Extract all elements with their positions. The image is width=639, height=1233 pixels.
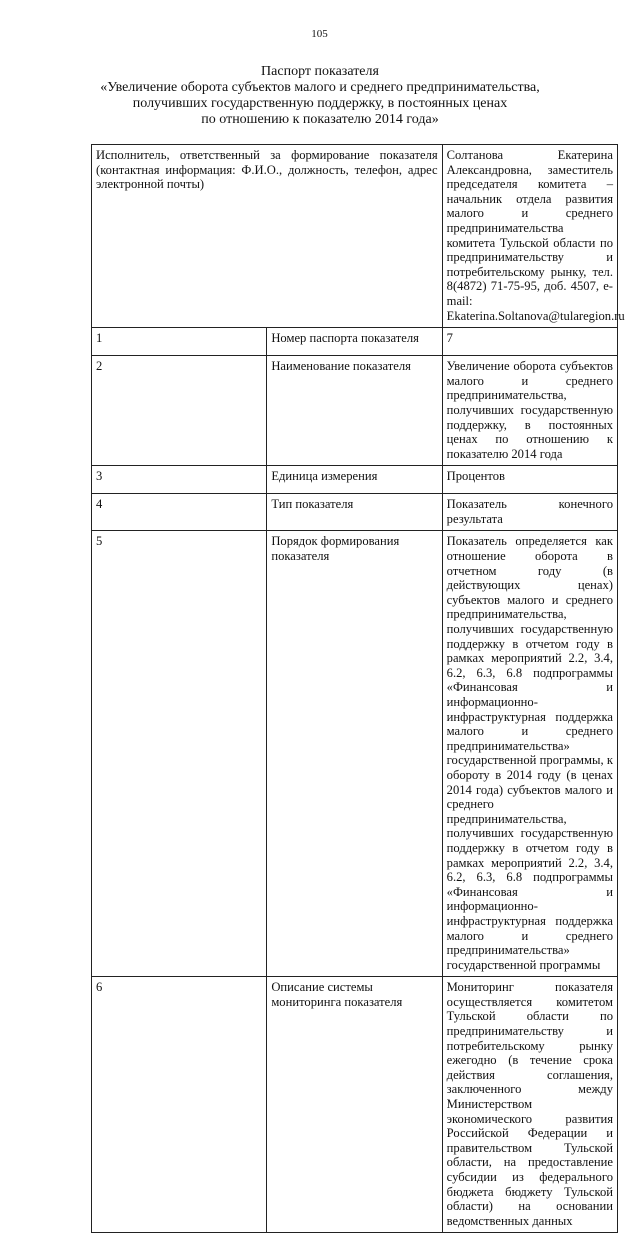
row-label: Описание системы мониторинга показателя [267, 977, 442, 1233]
row-value: Показатель определяется как отношение оборота в отчетном году (в действующих ценах) субъектов малого и среднего предпринимательства, получивших государственную поддержку в отчетом году в рамках мероприятий 2.2, 3.4, 6.2, 6.3, 6.8 подпрограммы «Финансовая и информационно-инфраструктурная поддержка малого и среднего предпринимательства» государственной программы, к обороту в 2014 году (в ценах 2014 года) субъектов малого и среднего предпринимательства, получивших государственную поддержку в отчетом году в рамках мероприятий 2.2, 3.4, 6.2, 6.3, 6.8 подпрограммы «Финансовая и информационно-инфраструктурная поддержка малого и среднего предпринимательства» государственной программы [442, 531, 617, 977]
title-line-3: получивших государственную поддержку, в постоянных ценах [132, 96, 508, 111]
row-label: Номер паспорта показателя [267, 328, 442, 356]
table-row [92, 977, 618, 1233]
title-line-2: «Увеличение оборота субъектов малого и среднего предпринимательства, [100, 80, 540, 95]
row-value: Увеличение оборота субъектов малого и среднего предпринимательства, получивших государственную поддержку, в постоянных ценах по отношению к показателю 2014 года [442, 356, 617, 466]
row-number: 5 [92, 531, 267, 977]
page-number: 105 [311, 28, 328, 40]
table-row [92, 466, 618, 494]
table-row [92, 328, 618, 356]
row-number: 4 [92, 494, 267, 531]
row-label: Порядок формирования показателя [267, 531, 442, 977]
row-value: 7 [442, 328, 617, 356]
passport-table [91, 144, 625, 1233]
row-label: Наименование показателя [267, 356, 442, 466]
table-row [92, 494, 618, 531]
table-row [92, 531, 618, 977]
row-number: 1 [92, 328, 267, 356]
executor-row [92, 145, 618, 328]
executor-value: Солтанова Екатерина Александровна, заместитель председателя комитета – начальник отдела развития малого и среднего предпринимательства комитета Тульской области по предпринимательству и потребительскому рынку, тел. 8(4872) 71-75-95, доб. 4507, e-mail: Ekaterina.Soltanova@tularegion.ru [442, 145, 617, 328]
executor-label: Исполнитель, ответственный за формирование показателя (контактная информация: Ф.И.О., должность, телефон, адрес электронной почты) [92, 145, 443, 328]
row-label: Тип показателя [267, 494, 442, 531]
title-line-4: по отношению к показателю 2014 года» [201, 112, 439, 127]
title-line-1: Паспорт показателя [261, 64, 379, 79]
row-value: Процентов [442, 466, 617, 494]
document-title [60, 64, 580, 128]
row-number: 3 [92, 466, 267, 494]
row-label: Единица измерения [267, 466, 442, 494]
row-value: Мониторинг показателя осуществляется комитетом Тульской области по предпринимательству и потребительскому рынку ежегодно (в течение срока действия соглашения, заключенного между Министерством экономического развития Российской Федерации и правительством Тульской области, на предоставление субсидии из федерального бюджета бюджету Тульской области) на основании ведомственных данных [442, 977, 617, 1233]
row-value: Показатель конечного результата [442, 494, 617, 531]
row-number: 6 [92, 977, 267, 1233]
table-row [92, 356, 618, 466]
row-number: 2 [92, 356, 267, 466]
